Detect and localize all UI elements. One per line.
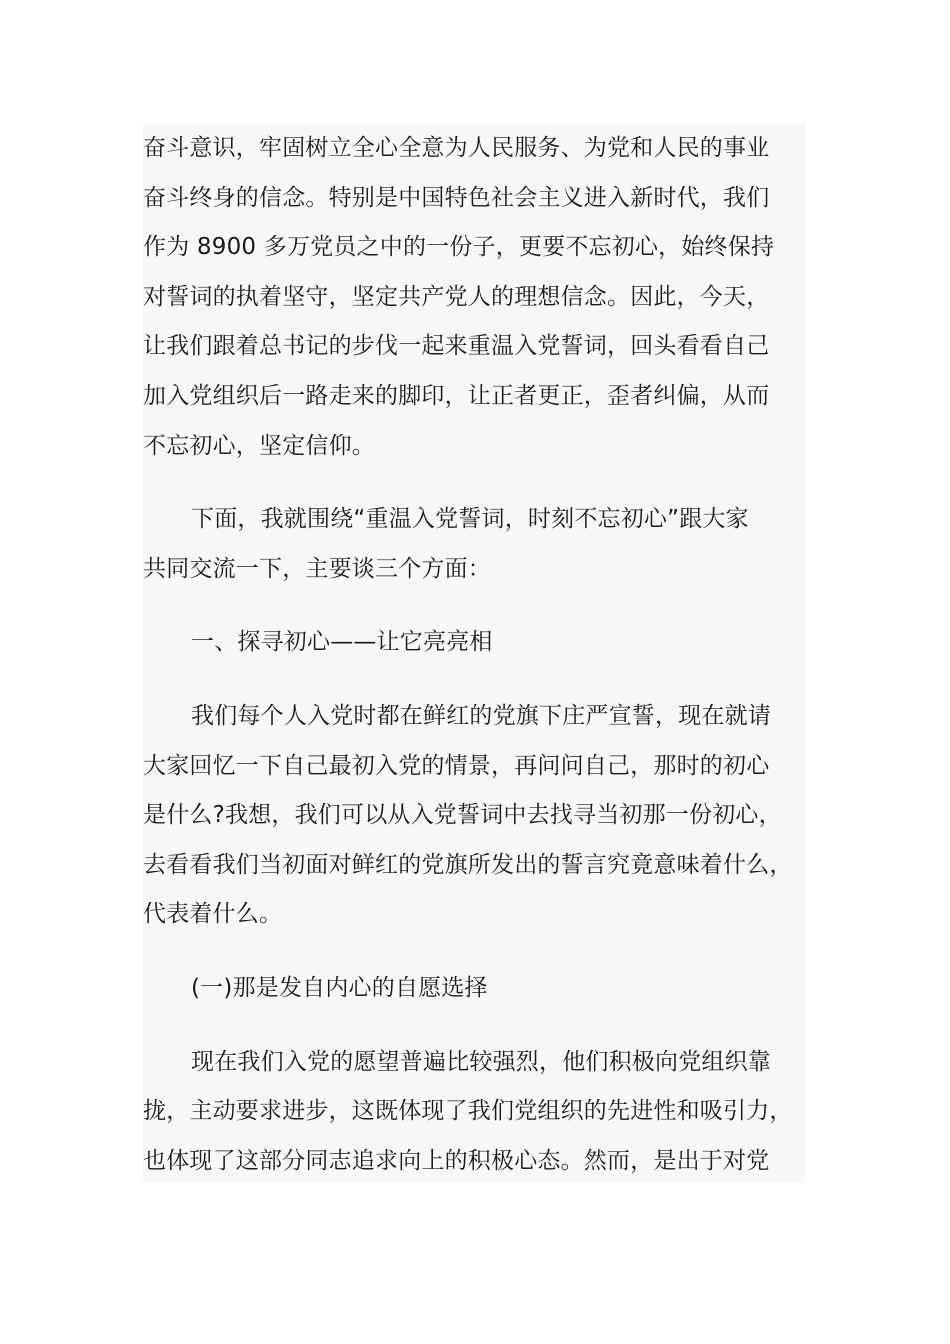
text-line: 去看看我们当初面对鲜红的党旗所发出的誓言究竟意味着什么，	[143, 851, 793, 878]
text-line: 大家回忆一下自己最初入党的情景，再问问自己，那时的初心	[143, 752, 770, 779]
text-line: 对誓词的执着坚守，坚定共产党人的理想信念。因此，今天，	[143, 283, 770, 310]
text-line: 也体现了这部分同志追求向上的积极心态。然而，是出于对党	[143, 1147, 770, 1174]
text-line: 我们每个人入党时都在鲜红的党旗下庄严宣誓，现在就请	[191, 702, 771, 729]
paragraph-gap	[143, 471, 806, 495]
paragraph-4	[143, 1038, 806, 1187]
text-line: 共同交流一下，主要谈三个方面：	[143, 555, 491, 582]
text-line: 代表着什么。	[143, 901, 283, 928]
paragraph-gap	[143, 1014, 806, 1038]
text-line: 加入党组织后一路走来的脚印，让正者更正，歪者纠偏，从而	[143, 382, 770, 409]
paragraph-3	[143, 692, 806, 940]
text-line: 奋斗意识，牢固树立全心全意为人民服务、为党和人民的事业	[143, 135, 770, 161]
text-line: 不忘初心，坚定信仰。	[143, 432, 375, 459]
text-line: 是什么?我想，我们可以从入党誓词中去找寻当初那一份初心，	[143, 802, 782, 829]
paragraph-gap	[143, 668, 806, 692]
paragraph-1	[143, 124, 806, 471]
text-line: 下面，我就围绕“重温入党誓词，时刻不忘初心”跟大家	[191, 506, 749, 533]
text-line: 拢，主动要求进步，这既体现了我们党组织的先进性和吸引力，	[143, 1098, 793, 1125]
paragraph-gap	[143, 594, 806, 618]
text-line: (一)那是发自内心的自愿选择	[191, 974, 488, 1001]
text-line: 奋斗终身的信念。特别是中国特色社会主义进入新时代，我们	[143, 184, 770, 211]
text-line: 一、探寻初心——让它亮亮相	[191, 629, 493, 656]
text-line: 作为 8900 多万党员之中的一份子，更要不忘初心，始终保持	[143, 234, 775, 261]
paragraph-2	[143, 495, 806, 594]
paragraph-gap	[143, 940, 806, 964]
section-heading-1	[143, 618, 806, 668]
text-line: 现在我们入党的愿望普遍比较强烈，他们积极向党组织靠	[191, 1048, 771, 1075]
subsection-heading-1	[143, 964, 806, 1014]
document-text-block	[143, 124, 806, 1182]
text-line: 让我们跟着总书记的步伐一起来重温入党誓词，回头看看自己	[143, 333, 770, 360]
